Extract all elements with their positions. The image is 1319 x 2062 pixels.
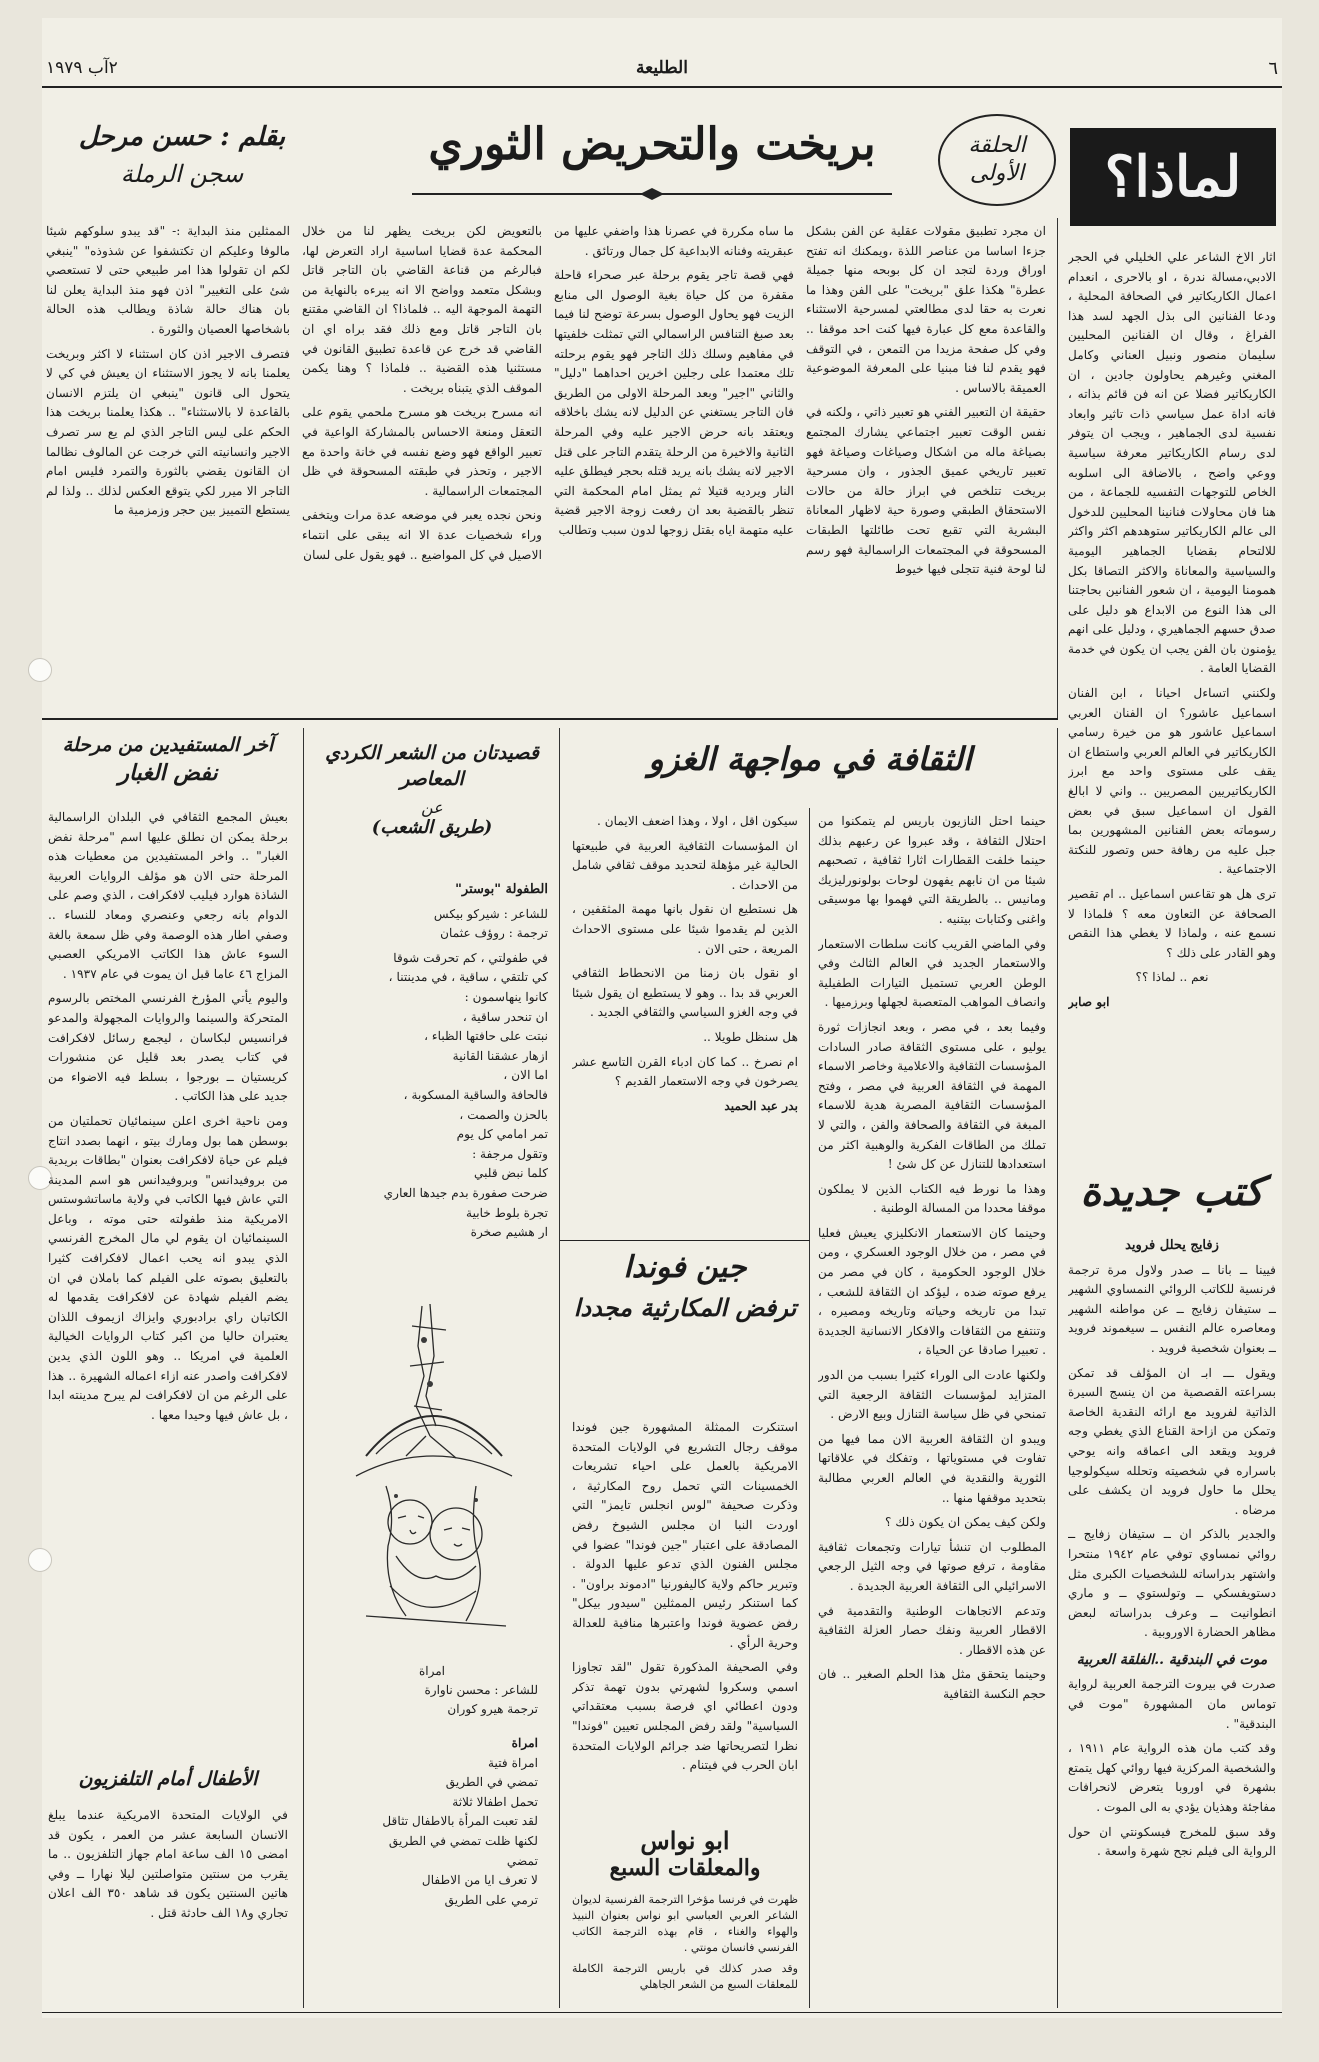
culture-heading	[574, 740, 1046, 778]
poem-line: اما الان ،	[503, 1068, 548, 1083]
poem2-title: امراة	[511, 1736, 538, 1750]
poem-line: كانوا ينهاسمون :	[464, 989, 548, 1004]
lovecraft-heading-1: آخر المستفيدين من مرحلة	[62, 734, 274, 756]
paragraph: ما ساه مكررة في عصرنا هذا واضفي عليها من عبقريته وفنانه الابداعية كل جمال ورتائق .	[554, 224, 794, 258]
abu-nuwas-heading-1: ابو نواس	[640, 1826, 730, 1855]
paragraph: ولكنها عادت الى الوراء كثيرا بسبب من الدور المتزايد لمؤسسات الثقافة الرجعية التي تمنحي في ظل سياسة التنازل وبيع الارض .	[818, 1368, 1046, 1422]
paragraph: استنكرت الممثلة المشهورة جين فوندا موقف رجال التشريع في الولايات المتحدة الامريكية بالعمل على احياء تشريعات الخمسينات التي تحمل روح المكارثية ، وذكرت صحيفة "لوس انجلس تايمز" التي اوردت النبا ان مجلس الشيوخ رفض المصادقة على اعتبار "جين فوندا" عضوا في مجلس الفنون الذي تدعو عليها الدولة . وتبرير حاكم ولاية كاليفورنيا "ادموند براون" . كما استنكر رئيس الممثلين "سيدور بيكل" رفض عضوية فوندا واعتبرها منافية للعدالة وحرية الرأي .	[572, 1420, 798, 1650]
paragraph: ويقول ـــ ابـ ان المؤلف قد تمكن بسراعته القصصية من ان ينسج السيرة الذاتية لفرويد مع ارائه النقدية الخاصة وتمكن من ازاحة القناع الذي يغطي وجه فرويد ويقعد الى اعماقه وانه يوحي باسراره في شخصيته وتحلله سيكولوجيا يحلل ما حاول فرويد ان يكشف على مرضاه .	[1068, 1365, 1276, 1517]
caption-title: امراة	[418, 1664, 445, 1678]
poetry-heading-text: قصيدتان من الشعر الكردي المعاصر	[325, 742, 539, 790]
header-rule	[42, 86, 1282, 88]
brecht-column-2	[554, 222, 794, 708]
paragraph: ونحن نجده يعبر في موضعه عدة مرات ويتخفى وراء شخصيات عدة الا انه يبقى على انتماء الاصيل في كل المواضيع .. فهو يقول على لسان	[302, 508, 542, 562]
fonda-headline-2: ترفض المكارثية مجددا	[573, 1293, 797, 1322]
byline-location: سجن الرملة	[120, 160, 244, 188]
new-books-column	[1068, 1236, 1276, 2006]
poem1	[316, 880, 548, 1280]
paragraph: ولكنني اتساءل احيانا ، ابن الفنان اسماعيل عاشور؟ ان الفنان العربي اسماعيل عاشور هو من خيرة رسامي الكاريكاتير في العالم العربي واستطاع ان يقف على مستوى واحد مع ابرز الكاريكاتيريين المصريين .. واني لا ابالغ القول ان اسماعيل سبق في بعض رسوماته بعض الفنانين المشهورين بما جبل عليه من رهافة حس وتصور للنكتة الاجتماعية .	[1068, 686, 1276, 877]
poem-line: لا تعرف ايا من الاطفال	[421, 1873, 538, 1888]
series-label	[938, 114, 1056, 206]
brecht-column-4	[46, 222, 290, 708]
fonda-headline-1: جين فوندا	[623, 1250, 747, 1285]
lamaza-title: لماذا؟	[1104, 144, 1242, 210]
new-books-heading	[1068, 1168, 1276, 1215]
culture-column-2	[572, 812, 798, 1232]
lamaza-box	[1070, 128, 1276, 226]
poem-line: تجرة بلوط خابية	[466, 1205, 548, 1220]
paragraph: وقد سبق للمخرج فيسكونتي ان حول الرواية الى فيلم نجح شهرة واسعة .	[1068, 1824, 1276, 1859]
poem-line: بالحزن والصمت ،	[459, 1107, 548, 1122]
poem1-credit: ترجمة : روؤف عثمان	[440, 926, 548, 941]
woman-sketch	[326, 1286, 538, 1656]
signature: بدر عبد الحميد	[724, 1098, 798, 1113]
ornament-line	[402, 187, 902, 201]
paragraph: الممثلين منذ البداية :- "قد يبدو سلوكهم شيئا مالوفا وعليكم ان تكتشفوا عن شذوذه" "ينبغي لكم ان تقولوا هذا امر طبيعي حتى لا تستعصي شئ على التغيير" اذن فهو منذ البداية يعلن لنا بان هناك حالة شاذة ويطالب هذه الحالة باشخاصها العصيان والثورة .	[46, 224, 290, 336]
lovecraft-heading	[48, 734, 288, 786]
paragraph: فيينا ــ بانا ــ صدر ولاول مرة ترجمة فرنسية للكاتب الروائي النمساوي الشهير ــ ستيفان زفايج ــ عن مواطنه الشهير ومعاصره عالم النفس ــ سيغموند فرويد ــ بعنوان شخصية فرويد .	[1068, 1262, 1276, 1355]
paragraph: وقد صدر كذلك في باريس الترجمة الكاملة للمعلقات السبع من الشعر الجاهلي	[572, 1962, 798, 1991]
section-rule	[560, 1240, 810, 1241]
poem-line: لكنها ظلت تمضي في الطريق	[388, 1833, 538, 1848]
section-rule	[42, 718, 1058, 720]
tv-column	[48, 1806, 288, 2006]
lamaza-column	[1068, 248, 1276, 1160]
brecht-column-1	[806, 222, 1046, 708]
signature: ابو صابر	[1068, 994, 1110, 1009]
newspaper-page	[42, 18, 1282, 2018]
paragraph: والجدير بالذكر ان ــ ستيفان زفايج ــ روائي نمساوي توفي عام ١٩٤٢ منتحرا واشتهر بدراساته للشخصيات الكبرى مثل دستويفسكي ــ وتولستوي ــ و ماري انطوانيت ــ وعرف بدراساته لبعض مظاهر الحضارة الاوروبية .	[1068, 1527, 1276, 1640]
paragraph: حينما احتل النازيون باريس لم يتمكنوا من احتلال الثقافة ، وقد عبروا عن رعبهم بذلك حينما خلفت القطارات اثارا ثقافية ، تصحبهم شيئا من ان نابهم يفهون لوحات بولونورليزيك ومانيس .. بالطريقة التي فهموا بها موسيقى واغنى وكتابات بيتنيه .	[818, 814, 1046, 926]
issue-date: ٢آب ١٩٧٩	[46, 58, 118, 78]
column-rule	[303, 728, 304, 2008]
book1-title: زفايج يحلل فرويد	[1125, 1238, 1219, 1253]
poem-line: تحمل اطفالا ثلاثة	[452, 1794, 538, 1809]
poetry-heading	[314, 740, 550, 838]
culture-column-1	[818, 812, 1046, 2006]
paragraph: انه مسرح بريخت هو مسرح ملحمي يقوم على التعقل ومنعة الاحساس بالمشاركة الواعية في تعبير الواقع فهو وضع نفسه في خانة واحدة مع الاجير ، وتحذر في طبقته المسحوقة في ظل المجتمعات الراسمالية .	[302, 405, 542, 498]
lovecraft-heading-2: نفض الغبار	[118, 760, 218, 786]
publication-name: الطليعة	[636, 58, 688, 78]
book2-title: موت في البندقية ..الفلقة العربية	[1076, 1651, 1268, 1668]
paragraph: او نقول بان زمنا من الانحطاط الثقافي العربي قد بدا .. وهو لا يستطيع ان يقول شيئا في وجه الغزو السياسي والثقافي الجديد .	[572, 966, 798, 1020]
paragraph: وحينما كان الاستعمار الانكليزي يعيش فعليا في مصر ، من خلال الوجود العسكري ، ومن خلال الوجود الحكومية ، كان في مصر من يرفع صوته ضده ، ليؤكد ان الثقافة للشعب ، تبدا من تاريخه وحياته وتاريخه ومصيره ، وتنتفع من الثقافات والافكار الانسانية الجديدة . تعبيرا صادقا عن الحياة ،	[818, 1225, 1046, 1358]
poem1-credit: للشاعر : شيركو بيكس	[433, 906, 548, 921]
page-number: ٦	[1268, 58, 1278, 79]
paragraph: ظهرت في فرنسا مؤخرا الترجمة الفرنسية لديوان الشاعر العربي العباسي ابو نواس بعنوان النبيذ والهواء والغناء ، قام بهذه الترجمة الكاتب الفرنسي فانسان مونتي .	[572, 1893, 798, 1954]
abu-nuwas-column	[572, 1892, 798, 2008]
poetry-source-label: عن	[421, 798, 443, 817]
poem-line: كلما نبض قلبي	[473, 1166, 548, 1181]
poem-line: في طفولتي ، كم تحرقت شوقا	[393, 950, 548, 965]
tv-heading-text: الأطفال أمام التلفزيون	[78, 1768, 258, 1790]
paragraph: اثار الاخ الشاعر علي الخليلي في الحجر الادبي،مسالة ندرة ، او بالاحرى ، انعدام اعمال الكاريكاتير في الصحافة المحلية ، ودعا الفنانين الى بذل الجهد لسد هذا الفراغ ، وقال ان الفنانين المحليين سليمان منصور ونبيل العناني وكامل المغني وغيرهم يحاولون جادين ، ان الكاريكاتير فضلا عن انه فن قائم بذاته ، فانه اداة عمل سياسي ذات تاثير وابعاد نفسية لدى الجماهير ، ويجب ان يتوفر لدى رسام الكاريكاتير معرفة سياسية ووعي واضح ، بالاضافة الى اسلوبه الخاص للتوجهات التفسيه للجماعة ، من هنا فان محاولات فنانينا المحليين للدخول الى عالم الكاريكاتير ستوهدهم اكثر واكثر للالتحام بقضايا الجماهير اليومية والسياسية والمعاناة والاكثر التصاقا بكل همومنا اليومية ، ان شعور الفنانين بحاجتنا الى هذا النوع من الابداع هو دليل على صدق حسهم الجماهيري ، ودليل على انهم يؤمنون بان الفن يجب ان يكون في خدمة القضايا العامة .	[1068, 250, 1276, 676]
series-label-text: الحلقة الأولى	[968, 133, 1026, 186]
paragraph: بالتعويض لكن بريخت يظهر لنا من خلال المحكمة عدة قضايا اساسية اراد التعرض لها، فبالرغم من قناعة القاضي بان التاجر قاتل وبشكل متعمد وواضح الا انه يبرءه بالنهاية من التهمة الموجهة اليه .. فلماذا؟ ان القاضي مقتنع بان التاجر قاتل ومع ذلك فقد براه اي ان القاضي قد خرج عن قاعدة تطبيق القانون في مستثنيا هذه القضية .. فلماذا ؟ وهنا يكمن الموقف الذي يتبناه بريخت .	[302, 224, 542, 395]
paragraph: وتدعم الاتجاهات الوطنية والتقدمية في الاقطار العربية ونفك حصار العزلة الثقافية عن هذه الاقطار .	[818, 1603, 1046, 1657]
lovecraft-column	[48, 808, 288, 1760]
paragraph: فتصرف الاجير اذن كان استثناء لا اكثر وبريخت يعلمنا بانه لا يجوز الاستثناء ان يعيش في كي لا يتحول الى قانون "ينبغي ان يلتزم الانسان بالقاعدة لا بالاستثناء" .. هكذا يعلمنا بريخت هذا الحكم على ليس التاجر الذي لم يع سر تصرف الاجير وانسانيته التي خرجت عن المالوف نظالما ان القانون يقضي بالثورة والتمرد فليس امام التاجر الا ميرر لكي يتوقع العكس لذلك .. ولذا لم يستطع التمييز بين حجر وزمزمية ما	[46, 346, 290, 518]
poem-line: تمضي	[506, 1853, 538, 1868]
poem-line: ار هشيم صخرة	[470, 1225, 548, 1240]
paragraph: هل نستطيع ان نقول بانها مهمة المثقفين ، الذين لم يقدموا شيئا على مستوى الاحداث المريعة ، حتى الان .	[572, 902, 798, 956]
paragraph: ويبدو ان الثقافة العربية الان مما فيها من تفاوت في مستوياتها ، وتفكك في علاقاتها الثورية والنقدية في العالم العربي مطالبة بتحديد موقفها منها ..	[818, 1431, 1046, 1505]
poem2	[326, 1734, 538, 2006]
byline-author: بقلم : حسن مرحل	[78, 122, 286, 152]
paragraph: وفيما بعد ، في مصر ، وبعد انجازات ثورة يوليو ، على مستوى الثقافة صادر السادات المؤسسات الثقافية والاعلامية وخاصر الاسماء المهمة في الثقافة العربية في مصر ، وفتح المؤسسات الثقافية المصرية هدية للاسماء المبغة في الثقافة والصحافة والفن ، والتي لا تملك من الطاقات الفكرية والوهبية اكثر من استعدادها للتنازل عن كل شئ !	[818, 1019, 1046, 1172]
poem-line: نبتت على حافتها الظباء ،	[424, 1029, 548, 1044]
footer-rule	[42, 2012, 1282, 2013]
paragraph: بعيش المجمع الثقافي في البلدان الراسمالية برحلة يمكن ان نطلق عليها اسم "مرحلة نفض الغبار" .. واخر المستفيدين من معطيات هذه المرحلة حتى الان هو مؤلف الروايات العربية الشاذة هوارد فيليب لافكرافت ، الذي وصم على الدوام بانه رجعي وعنصري ومعاد للنساء .. وصفي اطار هذه الوصمة وفي ظل سمعة بالغة السوء عاش هذا الكاتب الامريكي العصبي المزاج ٤٦ عاما قبل ان يموت في عام ١٩٣٧ .	[48, 810, 288, 981]
new-books-heading-text: كتب جديدة	[1080, 1168, 1264, 1215]
paragraph: ومن ناحية اخرى اعلن سينمائيان تحملتيان من بوسطن هما بول ومارك بيتو ، انهما بصدد انتاج فيلم عن حياة لافكرافت بعنوان "بطاقات بريدية من بروفيدانس" وبروفيدانس هو اسم المدينة التي عاش فيها الكاتب في ولاية ماساتشوستس الامريكية منذ طفولته حتى موته ، وباعل السينمائيان ان يقوم لي مال المخرج الفرنسي الذي يبدو انه يحب اعمال لافكرافت كثيرا بالتعليق بصوته على الفيلم كما باملان في ان يضم الفيلم شهادة عن لافكرافت يقدمها له الكاتبان راي برادبوري وايزاك ازيموف اللذان يعتبران حاليا من اكبر كتاب الروايات الخيالية العلمية في امريكا .. وهو اللون الذي يدين لافكرافت واصدر عنه ازاء اعماله الشهيرة .. هذا على الرغم من ان لافكرافت لم يبرح مدينته ابدا ، بل عاش فيها وحيدا معها .	[48, 1113, 288, 1422]
poem-line: ازهار عشقنا القانية	[452, 1048, 548, 1063]
paragraph: وقد كتب مان هذه الرواية عام ١٩١١ ، والشخصية المركزية فيها روائي كهل يتمتع بشهرة في اوروبا يتعرض لانحرافات مفاجئة وهذيان يؤدي به الى الموت .	[1068, 1741, 1276, 1815]
column-rule	[809, 808, 810, 2008]
poem-line: ترمي على الطريق	[444, 1892, 538, 1907]
paragraph: واليوم يأتي المؤرخ الفرنسي المختص بالرسوم المتحركة والسينما والروايات المجهولة والمدعو فرانسيس لبكاسان ، ليجمع رسائل لافكرافت في كتاب يصدر بعد قليل عن منشورات كريستيان ــ بورجوا ، بسلط فيه الاضواء من جديد على هذا الكاتب .	[48, 991, 288, 1104]
byline	[52, 122, 312, 188]
fonda-headline	[572, 1250, 798, 1325]
paragraph: ان مجرد تطبيق مقولات عقلية عن الفن بشكل جزءا اساسا من عناصر اللذة ،ويمكنك انه تفتح اوراق وردة لتجد ان كل بوبحه منها جميلة عطرة" هكذا علق "بريخت" على الفن وهذا ما نعرت به حقا لدى مطالعتي لمسرحية الاستثناء والقاعدة معع كل عبارة فيها كنت احد موقفا .. وفي كل صفحة مزيدا من التمعن ، في التوقف فهو يقدم لنا فنا مبنيا على المعرفة الموضوعية العميقة بالاساس .	[806, 224, 1046, 395]
poem-line: كي تلتقي ، ساقية ، في مدينتنا ،	[388, 970, 548, 985]
poem-line: تمر امامي كل يوم	[456, 1127, 548, 1142]
culture-heading-text: الثقافة في مواجهة الغزو	[648, 740, 972, 778]
paragraph: نعم .. لماذا ؟؟	[1135, 970, 1209, 985]
poem-line: لقد تعبت المرأة بالاطفال تثاقل	[382, 1814, 538, 1829]
brecht-column-3	[302, 222, 542, 708]
poem-line: ضرحت صفورة بدم جيدها العاري	[383, 1185, 548, 1200]
caption-translator: ترجمة هيرو كوران	[447, 1702, 538, 1716]
paragraph: حقيقة ان التعبير الفني هو تعبير ذاتي ، ولكنه في نفس الوقت تعبير اجتماعي يشارك المجتمع بصياغة ماله من اشكال وصياغات وصياغة فهو تعبير تاريخي عميق الجذور ، وان مسرحية بريخت تتلخص في ابراز حالة من حالات الاستحقاق الطبقي وصورة حية لاظهار المعاناة البشرية التي تقبع تحت طائلتها الطبقات المسحوقة في المجتمعات الراسمالية فهو رسم لنا لوحة فنية تتجلى فيها خيوط	[806, 405, 1046, 577]
paragraph: ولكن كيف يمكن ان يكون ذلك ؟	[885, 1515, 1046, 1530]
headline-ornament	[402, 186, 902, 200]
main-headline-text: بريخت والتحريض الثوري	[428, 118, 876, 170]
sketch-drawing	[326, 1286, 538, 1656]
paragraph: ان المؤسسات الثقافية العربية في طبيعتها الحالية غير مؤهلة لتحديد موقف ثقافي شامل من الاحداث .	[572, 838, 798, 892]
abu-nuwas-heading-2: والمعلقات السبع	[609, 1855, 761, 1881]
column-rule	[1057, 218, 1058, 718]
tv-heading	[48, 1768, 288, 1790]
paragraph: هل سنظل طويلا ..	[703, 1029, 798, 1044]
poem-line: وتقول مرجفة :	[472, 1146, 548, 1161]
paragraph: ترى هل هو تقاعس اسماعيل .. ام تقصير الصحافة عن التعاون معه ؟ فلماذا لا نسمع عنه ، ولماذا لا يغطي هذا النقص وهو القادر على ذلك ؟	[1068, 887, 1276, 960]
abu-nuwas-heading	[572, 1826, 798, 1881]
paragraph: فهي قصة تاجر يقوم برحلة عبر صحراء قاحلة مقفرة من كل حياة بغية الوصول الى منابع الزيت فهو يحاول الوصول بسرعة توضح لنا فيما بعد صبغ التنافس الراسمالي التي تمثلت خلفيتها في مفاهيم وسلك ذلك التاجر فهو يقوم برحلته تلك معتمدا على رجلين اخرين احداهما "دليل" والثاني "اجير" وبعد المرحلة الاولى من الطريق فان التاجر يستغني عن الدليل لانه يشك باخلاقه ويعتقد بانه حرض الاجير عليه وفي المرحلة الثانية والاخيرة من الرحلة يتقدم التاجر على قتل الاجير لانه يشك بانه يريد قتله بحجر فيطلق عليه النار ويرديه قتيلا ثم يمثل امام المحكمة التي تنظر بالقضية بعد ان رفعت زوجة الاجير قضية عليه متهمة اياه بقتل زوجها لدون سبب وتطالب	[554, 268, 794, 537]
sketch-caption	[326, 1662, 538, 1719]
poetry-source: (طريق الشعب)	[371, 817, 493, 838]
paragraph: وهذا ما نورط فيه الكتاب الذين لا يملكون موقفا محددا من المسالة الوطنية .	[818, 1181, 1046, 1216]
poem-line: فالحافة والساقية المسكوبة ،	[403, 1087, 548, 1102]
paragraph: وفي الصحيفة المذكورة تقول "لقد تجاوزا اسمي وسكروا لشهرتي بدون تهمة تذكر ودون اعطائي اي فرصة بسبب معتقداتي السياسية" ولقد رفض المجلس تعيين "فوندا" نظرا لتصريحاتها ضد جرائم الولايات المتحدة ابان الحرب في فيتنام .	[572, 1660, 798, 1773]
poem-line: تمضي في الطريق	[445, 1775, 538, 1790]
paragraph: وحينما يتحقق مثل هذا الحلم الصغير .. فان حجم النكسة الثقافية	[818, 1667, 1046, 1701]
paragraph: سيكون اقل ، اولا ، وهذا اضعف الايمان .	[596, 814, 798, 828]
poem1-title: الطفولة "بوستر"	[455, 882, 548, 897]
column-rule	[1057, 728, 1058, 2008]
main-headline	[382, 104, 922, 184]
paragraph: وفي الماضي القريب كانت سلطات الاستعمار والاستعمار الجديد في العالم الثالث وفي الوطن العربي تستميل التيارات الطفيلية وانصاف المواهب المتعصبة لجهلها وبرزميها .	[818, 936, 1046, 1010]
caption-poet: للشاعر : محسن ناوارة	[424, 1683, 538, 1697]
paragraph: المطلوب ان تنشأ تيارات وتجمعات ثقافية مقاومة ، ترفع صوتها في وجه الثيل الرجعي الاسرائيلي الى الثقافة العربية الجديدة .	[818, 1539, 1046, 1593]
paragraph: صدرت في بيروت الترجمة العربية لرواية توماس مان المشهورة "موت في البندقية" .	[1068, 1677, 1276, 1731]
fonda-column	[572, 1418, 798, 1818]
paragraph: في الولايات المتحدة الامريكية عندما يبلغ الانسان السابعة عشر من العمر ، يكون قد امضى ١٥ الف ساعة امام جهاز التلفزيون .. ما يقرب من سنتين متواصلتين ليلا نهارا ــ وفي هاتين السنتين يكون قد شاهد ٣٥٠ الف اعلان تجاري و١٨ الف حادثة قتل .	[48, 1808, 288, 1920]
paragraph: ام نصرخ .. كما كان ادباء القرن التاسع عشر يصرخون في وجه الاستعمار القديم ؟	[572, 1054, 798, 1089]
poem-line: ان تنحدر ساقية ،	[462, 1009, 548, 1024]
column-rule	[559, 728, 560, 2008]
poem-line: امراة فتية	[488, 1755, 538, 1770]
